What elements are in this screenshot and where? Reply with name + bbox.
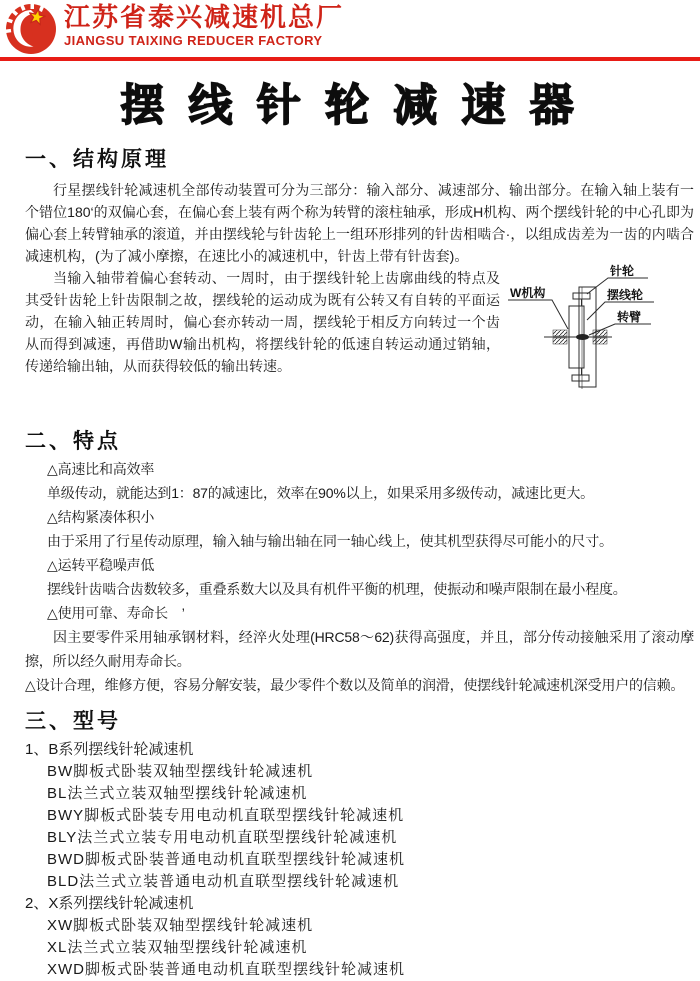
company-name-en: JIANGSU TAIXING REDUCER FACTORY [64, 33, 323, 48]
feature-item: 摆线针齿啮合齿数较多，重叠系数大以及具有机件平衡的机理，使振动和噪声限制在最小程度。 [47, 581, 627, 597]
diagram-label-crank-arm: 转臂 [617, 310, 642, 324]
features-list [25, 457, 694, 697]
model-series-title: 1、B系列摆线针轮减速机 [25, 741, 194, 758]
section-heading-structure: 一、结构原理 [25, 148, 169, 171]
red-divider-rule [0, 57, 700, 61]
document-body [0, 143, 700, 981]
model-item: XL法兰式立装双轴型摆线针轮减速机 [47, 939, 308, 956]
section-heading-models: 三、型号 [25, 710, 121, 733]
model-item: BWD脚板式卧装普通电动机直联型摆线针轮减速机 [47, 851, 405, 868]
feature-item: 因主要零件采用轴承钢材料，经淬火处理(HRC58～62)获得高强度，并且，部分传动接触采用了滚动摩擦，所以经久耐用寿命长。 [25, 629, 694, 669]
model-item: BLY法兰式立装专用电动机直联型摆线针轮减速机 [47, 829, 398, 846]
model-item: BW脚板式卧装双轴型摆线针轮减速机 [47, 763, 314, 780]
letterhead [0, 0, 700, 57]
mechanism-schematic-diagram [508, 263, 694, 413]
company-name-block [64, 4, 344, 47]
section-heading-features: 二、特点 [25, 430, 121, 453]
feature-item: △使用可靠、寿命长 ’ [47, 605, 185, 621]
feature-item: △设计合理，维修方便，容易分解安装，最少零件个数以及简单的润滑，使摆线针轮减速机深受用户的信赖。 [25, 677, 685, 693]
models-list [25, 739, 694, 981]
feature-item: 单级传动，就能达到1：87的减速比，效率在90%以上，如果采用多级传动，减速比更大。 [47, 485, 594, 501]
feature-item: 由于采用了行星传动原理，输入轴与输出轴在同一轴心线上，使其机型获得尽可能小的尺寸。 [47, 533, 613, 549]
feature-item: △高速比和高效率 [47, 461, 155, 477]
model-item: BLD法兰式立装普通电动机直联型摆线针轮减速机 [47, 873, 400, 890]
structure-paragraph-1: 行星摆线针轮减速机全部传动装置可分为三部分：输入部分、减速部分、输出部分。在输入轴上装有一个错位180‘的双偏心套，在偏心套上装有两个称为转臂的滚柱轴承，形成H机构、两个摆线针轮的中心孔即为偏心套上转臂轴承的滚道，并由摆线轮与针齿轮上一组环形排列的针齿相啮合·，以组成齿差为一齿的内啮合减速机构，(为了减小摩擦，在速比小的减速机中，针齿上带有针齿套)。 [25, 182, 694, 264]
feature-item: △结构紧凑体积小 [47, 509, 155, 525]
factory-logo-gear-star-icon [4, 2, 58, 57]
model-item: BL法兰式立装双轴型摆线针轮减速机 [47, 785, 308, 802]
company-name-cn: 江苏省泰兴减速机总厂 [64, 2, 345, 32]
diagram-label-cycloid-wheel: 摆线轮 [607, 288, 644, 302]
diagram-label-pin-wheel: 针轮 [610, 264, 635, 278]
model-item: XW脚板式卧装双轴型摆线针轮减速机 [47, 917, 314, 934]
feature-item: △运转平稳噪声低 [47, 557, 155, 573]
structure-paragraph-2: 当输入轴带着偏心套转动、一周时，由于摆线针轮上齿廓曲线的特点及其受针齿轮上针齿限制之故，摆线轮的运动成为既有公转又有自转的平面运动，在输入轴正转周时，偏心套亦转动一周，摆线轮于相反方向转过一个齿从而得到减速，再借助W输出机构，将摆线针轮的低速自转运动通过销轴，传递给输出轴，从而获得较低的输出转速。 [25, 270, 500, 374]
model-item: BWY脚板式卧装专用电动机直联型摆线针轮减速机 [47, 807, 405, 824]
model-item: XWD脚板式卧装普通电动机直联型摆线针轮减速机 [47, 961, 405, 978]
structure-paragraph-2-row [25, 264, 694, 421]
diagram-label-w-mechanism: W机构 [510, 286, 546, 300]
model-series-title: 2、X系列摆线针轮减速机 [25, 895, 194, 912]
page-title: 摆 线 针 轮 减 速 器 [120, 81, 580, 130]
